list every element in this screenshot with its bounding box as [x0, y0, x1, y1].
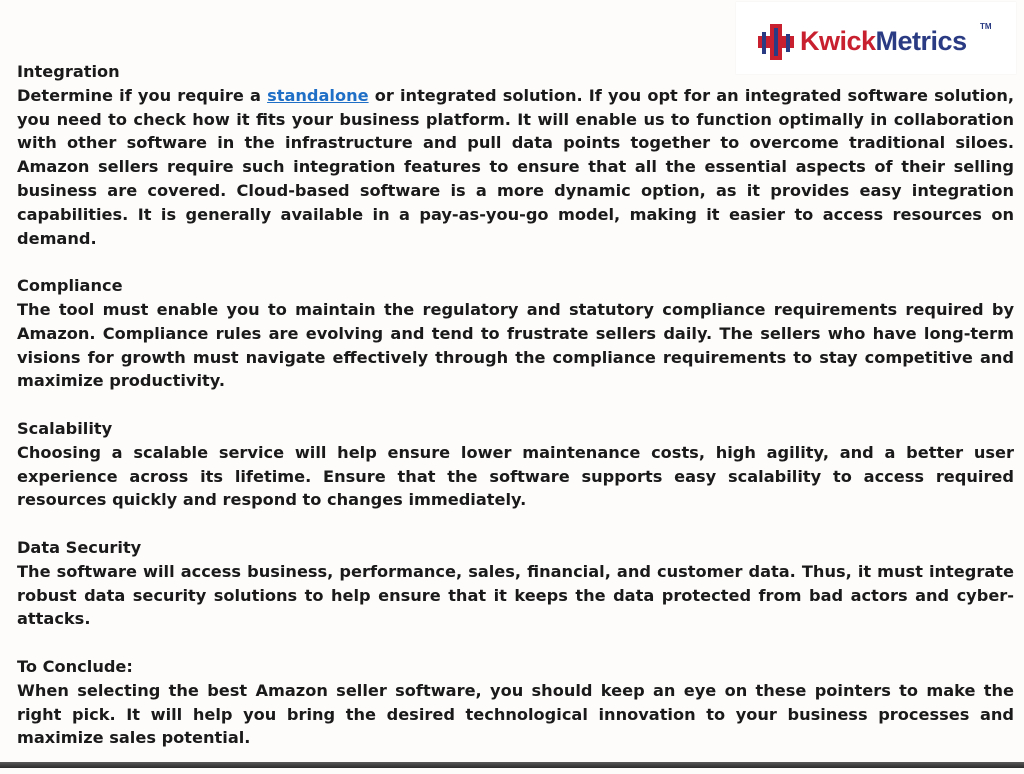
section-text-data-security: The software will access business, performance, sales, financial, and customer data. Thus, it must integrate robust data security solutions to help ensure that it keeps the data protected from bad actors and cyber-attacks. [17, 561, 1014, 629]
kwickmetrics-logo-icon [756, 22, 796, 62]
section-scalability [17, 417, 1014, 512]
section-heading-data-security: Data Security [17, 537, 142, 557]
logo-wordmark [800, 24, 967, 58]
integration-text-end: or integrated solution. If you opt for an integrated software solution, you need to check how it fits your business platform. It will enable us to function optimally in collaboration with other software in the infrastructure and pull data points together to overcome traditional siloes. Amazon sellers require such integration features to ensure that all the essential aspects of their selling business are covered. Cloud-based software is a more dynamic option, as it provides easy integration capabilities. It is generally available in a pay-as-you-go model, making it easier to access resources on demand. [17, 85, 1014, 248]
section-heading-compliance: Compliance [17, 276, 123, 296]
article-content [17, 60, 1014, 774]
bottom-border [0, 762, 1024, 768]
logo-kwick: Kwick [800, 26, 876, 56]
section-data-security [17, 536, 1014, 631]
section-heading-conclusion: To Conclude: [17, 656, 133, 676]
integration-text-start: Determine if you require a [17, 85, 268, 105]
section-conclusion [17, 655, 1014, 750]
section-text-scalability: Choosing a scalable service will help ensure lower maintenance costs, high agility, and a better user experience across its lifetime. Ensure that the software supports easy scalability to access required resources quickly and respond to changes immediately. [17, 442, 1014, 510]
section-compliance [17, 274, 1014, 393]
section-text-conclusion: When selecting the best Amazon seller software, you should keep an eye on these pointers to make the right pick. It will help you bring the desired technological innovation to your business processes and maximize sales potential. [17, 680, 1014, 748]
section-integration [17, 60, 1014, 250]
logo-metrics: Metrics [875, 26, 967, 56]
section-text-integration [17, 84, 1014, 251]
section-heading-scalability: Scalability [17, 418, 113, 438]
section-heading-integration: Integration [17, 62, 120, 81]
logo-trademark: TM [980, 22, 992, 31]
section-text-compliance: The tool must enable you to maintain the regulatory and statutory compliance requirements required by Amazon. Compliance rules are evolving and tend to frustrate sellers daily. The sellers who have long-term visions for growth must navigate effectively through the compliance requirements to stay competitive and maximize productivity. [17, 299, 1014, 391]
standalone-link[interactable]: standalone [267, 85, 369, 105]
